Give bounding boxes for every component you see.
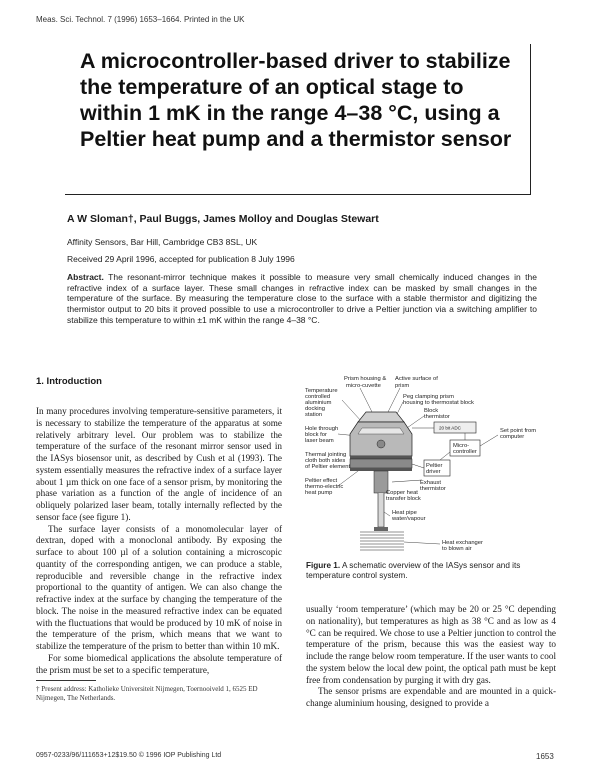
figure-label: station	[305, 412, 323, 418]
paragraph: In many procedures involving temperature-sensitive parameters, it is necessary to stabilize the temperature of the apparatus at some relatively arbitrary level. Our problem was to stabilize the temperature of the surface of the resonant mirror sensor used in the IASys biosensor unit, as described by Cush et al (1993). The system essentially measures the refractive index of a surface layer about 1 µm thick on one face of a sensor prism, by monitoring the phase variation as a function of the angle of incidence of an obliquely polarized laser beam, totally internally reflected by the sensor face (see figure 1).	[36, 406, 282, 522]
figure-label: thermistor	[420, 486, 446, 492]
journal-header: Meas. Sci. Technol. 7 (1996) 1653–1664. Printed in the UK	[36, 15, 245, 24]
figure-label: heat pump	[305, 490, 333, 496]
figure-1-schematic	[300, 372, 562, 557]
figure-caption-text: A schematic overview of the IASys sensor and its temperature control system.	[306, 561, 521, 580]
figure-label: laser beam	[305, 438, 334, 444]
figure-label: Exhaust	[420, 480, 441, 486]
figure-label: Copper heat	[386, 490, 418, 496]
paragraph: For some biomedical applications the absolute temperature of the prism must be set to a specific temperature,	[36, 652, 282, 675]
figure-label: controlled	[305, 394, 331, 400]
figure-label: transfer block	[386, 496, 421, 502]
figure-caption-label: Figure 1.	[306, 561, 341, 570]
abstract	[67, 272, 537, 326]
affiliation: Affinity Sensors, Bar Hill, Cambridge CB3 8SL, UK	[67, 237, 258, 247]
author-list: A W Sloman†, Paul Buggs, James Molloy and Douglas Stewart	[67, 213, 379, 225]
issn-copyright-line: 0957-0233/96/111653+12$19.50 © 1996 IOP Publishing Ltd	[36, 752, 222, 759]
footnote-rule	[36, 680, 96, 681]
body-column-left	[36, 406, 282, 676]
figure-label: block for	[305, 432, 327, 438]
figure-label: Active surface of	[395, 376, 438, 382]
figure-label: thermo-electric	[305, 484, 344, 490]
page-number: 1653	[536, 752, 554, 761]
figure-label: Temperature	[305, 388, 338, 394]
paragraph: The sensor prisms are expendable and are mounted in a quick-change aluminium housing, designed to provide a	[306, 686, 556, 708]
figure-label: Micro-	[453, 443, 470, 449]
figure-label: driver	[426, 469, 441, 475]
figure-label: water/vapour	[392, 516, 426, 522]
figure-label: controller	[453, 449, 477, 455]
abstract-label: Abstract.	[67, 272, 104, 282]
figure-label: Heat exchanger	[442, 540, 483, 546]
figure-label: Prism housing &	[344, 376, 387, 382]
figure-label: Peltier effect	[305, 478, 338, 484]
paragraph: usually ‘room temperature’ (which may be 20 or 25 °C depending on nationality), but temperatures as high as 38 °C and as low as 4 °C can be required. We chose to use a Peltier junction to control the temperature of the prism, because this was the easiest way to include the range below room temperature. If the user wants to cool the system below the local dew point, the optical path must be kept free from condensation by purging it with dry gas.	[306, 604, 556, 685]
figure-label: housing to thermostat block	[403, 400, 474, 406]
figure-label: prism	[395, 383, 410, 389]
figure-label: 20 bit ADC	[439, 425, 461, 431]
figure-label: aluminium	[305, 400, 332, 406]
abstract-text: The resonant-mirror technique makes it possible to measure very small chemically induced changes in the refractive index of a surface layer. These small changes in refractive index can be masked by small changes in the temperature of the surface. By measuring the temperature close to the surface with a stable thermistor and digitizing the thermistor output to 20 bits it proved possible to use a microcontroller to drive a Peltier junction via a switching amplifier to stabilize this temperature to within ±1 mK within the range 4–38 °C.	[67, 272, 537, 325]
figure-label: Peltier	[426, 463, 443, 469]
figure-label: computer	[500, 434, 525, 440]
figure-label: Heat pipe	[392, 510, 417, 516]
figure-label: thermistor	[424, 414, 450, 420]
paper-title: A microcontroller-based driver to stabilize the temperature of an optical stage to within 1 mK in the range 4–38 °C, using a Peltier heat pump and a thermistor sensor	[80, 49, 512, 151]
figure-caption	[306, 561, 561, 581]
figure-label: Block	[424, 408, 439, 414]
received-date: Received 29 April 1996, accepted for publication 8 July 1996	[67, 254, 295, 264]
figure-label: of Peltier element	[305, 464, 351, 470]
figure-label: cloth both sides	[305, 458, 346, 464]
figure-label: micro-cuvette	[346, 383, 381, 389]
figure-label: Hole through	[305, 426, 339, 432]
figure-label: Peg clamping prism	[403, 394, 454, 400]
paragraph: The surface layer consists of a monomolecular layer of dextran, doped with a monoclonal antibody. By exposing the surface to about 100 µl of a solution containing a microscopic quantity of the corresponding antigen, we can produce a stable, reproducible and reversible change in the refractive index proportional to the quantity of antigen. We can also change the refractive index at the surface by changing the temperature of the block. The noise in the measured refractive index can be equated with the fluctuations that would be produced by 10 mK of noise in the temperature of the prism, which means that we want to stabilize the temperature of the prism to better than within 10 mK.	[36, 523, 282, 651]
figure-label: to blown air	[442, 546, 472, 552]
section-heading: 1. Introduction	[36, 376, 102, 387]
footnote: † Present address: Katholieke Universiteit Nijmegen, Toernooiveld 1, 6525 ED Nijmegen, The Netherlands.	[36, 685, 258, 702]
figure-label: Set point from	[500, 428, 537, 434]
figure-label: docking	[305, 406, 325, 412]
figure-label: Thermal jointing	[305, 452, 347, 458]
body-column-right	[306, 604, 556, 710]
